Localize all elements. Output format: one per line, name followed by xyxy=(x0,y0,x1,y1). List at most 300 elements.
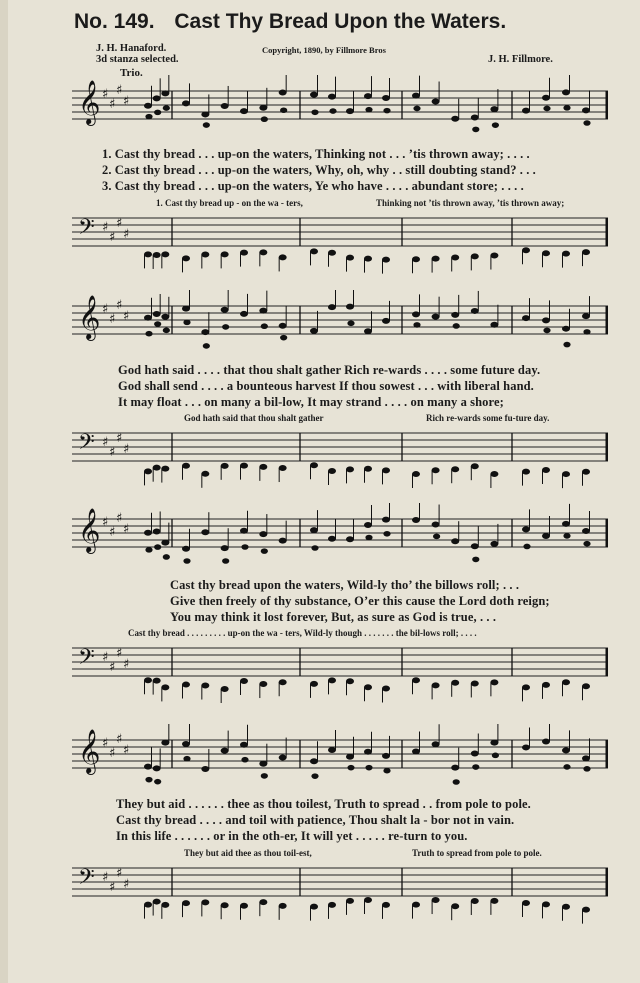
sharp-icon: ♯ xyxy=(123,743,130,758)
note-head xyxy=(259,308,267,314)
note-head xyxy=(453,323,460,329)
note-head xyxy=(383,768,390,774)
note-head xyxy=(522,900,530,906)
note-head xyxy=(279,538,287,544)
note-head xyxy=(451,765,459,771)
note-head xyxy=(259,681,267,687)
note-head xyxy=(490,898,498,904)
note-head xyxy=(201,529,209,535)
note-head xyxy=(542,250,550,256)
note-head xyxy=(328,468,336,474)
sharp-icon: ♯ xyxy=(123,227,130,242)
note-head xyxy=(310,462,318,468)
note-head xyxy=(412,311,420,317)
note-head xyxy=(259,249,267,255)
sharp-icon: ♯ xyxy=(102,87,109,102)
note-head xyxy=(412,517,420,523)
note-head xyxy=(542,739,550,745)
note-head xyxy=(221,103,229,109)
note-head xyxy=(490,322,498,328)
note-head xyxy=(412,471,420,477)
note-head xyxy=(471,463,479,469)
sharp-icon: ♯ xyxy=(109,880,116,895)
note-head xyxy=(240,250,248,256)
note-head xyxy=(347,320,354,326)
verse-3-line-3: You may think it lost forever, But, as sure as God is true, . . . xyxy=(170,610,497,624)
note-head xyxy=(310,328,318,334)
note-head xyxy=(154,544,161,550)
note-head xyxy=(522,744,530,750)
note-head xyxy=(154,110,161,116)
note-head xyxy=(451,312,459,318)
note-head xyxy=(471,543,479,549)
note-head xyxy=(203,122,210,128)
note-head xyxy=(562,251,570,257)
note-head xyxy=(201,683,209,689)
treble-staff-2 xyxy=(72,290,608,362)
note-head xyxy=(451,903,459,909)
note-head xyxy=(310,681,318,687)
note-head xyxy=(279,755,287,761)
verse-3-line-1: Cast thy bread upon the waters, Wild-ly tho’ the billows roll; . . . xyxy=(170,578,520,592)
note-head xyxy=(542,317,550,323)
note-head xyxy=(346,536,354,542)
note-head xyxy=(259,899,267,905)
note-head xyxy=(153,252,161,258)
note-head xyxy=(145,547,152,553)
note-head xyxy=(582,249,590,255)
note-head xyxy=(153,765,161,771)
note-head xyxy=(241,544,248,550)
note-head xyxy=(328,747,336,753)
verse-2-line-1: God hath said . . . . that thou shalt gather Rich re-wards . . . . some future day. xyxy=(118,363,541,377)
note-head xyxy=(154,321,161,327)
note-head xyxy=(471,308,479,314)
composer-credit: J. H. Fillmore. xyxy=(488,54,553,65)
note-head xyxy=(583,120,590,126)
note-head xyxy=(154,779,161,785)
note-head xyxy=(490,253,498,259)
note-head xyxy=(543,106,550,112)
note-head xyxy=(471,750,479,756)
note-head xyxy=(203,343,210,349)
note-head xyxy=(364,897,372,903)
note-head xyxy=(145,777,152,783)
note-head xyxy=(280,107,287,113)
note-head xyxy=(492,122,499,128)
bass-lyric-4a: They but aid thee as thou toil-est, xyxy=(184,848,312,858)
note-head xyxy=(492,753,499,759)
note-head xyxy=(201,766,209,772)
note-head xyxy=(542,467,550,473)
note-head xyxy=(364,466,372,472)
note-head xyxy=(310,758,318,764)
note-head xyxy=(201,111,209,117)
note-head xyxy=(471,253,479,259)
note-head xyxy=(261,323,268,329)
note-head xyxy=(582,107,590,113)
sharp-icon: ♯ xyxy=(116,732,123,747)
note-head xyxy=(522,315,530,321)
note-head xyxy=(201,899,209,905)
note-head xyxy=(382,686,390,692)
note-head xyxy=(383,531,390,537)
sharp-icon: ♯ xyxy=(102,515,109,530)
sharp-icon: ♯ xyxy=(116,866,123,881)
treble-clef-icon: 𝄞 xyxy=(78,295,101,339)
note-head xyxy=(451,466,459,472)
author-credit: J. H. Hanaford. xyxy=(96,43,167,54)
note-head xyxy=(328,536,336,542)
note-head xyxy=(364,256,372,262)
note-head xyxy=(472,557,479,563)
note-head xyxy=(563,764,570,770)
section-label: Trio. xyxy=(120,67,143,79)
note-head xyxy=(221,307,229,313)
sharp-icon: ♯ xyxy=(116,511,123,526)
note-head xyxy=(472,764,479,770)
note-head xyxy=(328,902,336,908)
note-head xyxy=(161,902,169,908)
note-head xyxy=(365,765,372,771)
sharp-icon: ♯ xyxy=(116,83,123,98)
bass-staff-1 xyxy=(72,208,608,274)
note-head xyxy=(280,335,287,341)
note-head xyxy=(163,554,170,560)
note-head xyxy=(182,546,190,552)
note-head xyxy=(523,544,530,550)
note-head xyxy=(182,306,190,312)
note-head xyxy=(153,311,161,317)
note-head xyxy=(310,92,318,98)
note-head xyxy=(153,678,161,684)
note-head xyxy=(259,105,267,111)
note-head xyxy=(583,766,590,772)
note-head xyxy=(261,548,268,554)
note-head xyxy=(329,108,336,114)
note-head xyxy=(364,93,372,99)
note-head xyxy=(145,331,152,337)
sharp-icon: ♯ xyxy=(123,94,130,109)
note-head xyxy=(144,468,152,474)
note-head xyxy=(412,93,420,99)
note-head xyxy=(451,680,459,686)
note-head xyxy=(542,682,550,688)
note-head xyxy=(183,558,190,564)
sharp-icon: ♯ xyxy=(109,445,116,460)
bass-staff-3 xyxy=(72,638,608,704)
sharp-icon: ♯ xyxy=(123,442,130,457)
note-head xyxy=(432,314,440,320)
note-head xyxy=(453,779,460,785)
sharp-icon: ♯ xyxy=(123,877,130,892)
note-head xyxy=(542,95,550,101)
note-head xyxy=(183,320,190,326)
note-head xyxy=(153,899,161,905)
treble-clef-icon: 𝄞 xyxy=(78,508,101,552)
note-head xyxy=(562,904,570,910)
sharp-icon: ♯ xyxy=(102,870,109,885)
note-head xyxy=(543,328,550,334)
sharp-icon: ♯ xyxy=(109,660,116,675)
bass-clef-icon: 𝄢 xyxy=(78,215,95,245)
note-head xyxy=(161,684,169,690)
note-head xyxy=(310,248,318,254)
note-head xyxy=(413,106,420,112)
note-head xyxy=(346,754,354,760)
bass-clef-icon: 𝄢 xyxy=(78,430,95,460)
note-head xyxy=(182,255,190,261)
note-head xyxy=(432,682,440,688)
sharp-icon: ♯ xyxy=(102,736,109,751)
bass-lyric-2a: God hath said that thou shalt gather xyxy=(184,413,324,423)
sharp-icon: ♯ xyxy=(123,522,130,537)
bass-clef-icon: 𝄢 xyxy=(78,645,95,675)
note-head xyxy=(328,304,336,310)
note-head xyxy=(432,256,440,262)
note-head xyxy=(563,533,570,539)
note-head xyxy=(221,902,229,908)
bass-lyric-4b: Truth to spread from pole to pole. xyxy=(412,848,542,858)
note-head xyxy=(144,103,152,109)
note-head xyxy=(221,463,229,469)
note-head xyxy=(522,108,530,114)
sharp-icon: ♯ xyxy=(116,431,123,446)
bass-lyric-2b: Rich re-wards some fu-ture day. xyxy=(426,413,550,423)
sharp-icon: ♯ xyxy=(109,97,116,112)
bass-lyric-1a: 1. Cast thy bread up - on the wa - ters, xyxy=(156,198,303,208)
note-head xyxy=(310,527,318,533)
note-head xyxy=(144,764,152,770)
sharp-icon: ♯ xyxy=(109,230,116,245)
note-head xyxy=(153,95,161,101)
sharp-icon: ♯ xyxy=(123,309,130,324)
note-head xyxy=(562,326,570,332)
sharp-icon: ♯ xyxy=(102,302,109,317)
note-head xyxy=(328,250,336,256)
note-head xyxy=(490,740,498,746)
note-head xyxy=(432,467,440,473)
treble-clef-icon: 𝄞 xyxy=(78,80,101,124)
bass-clef-icon: 𝄢 xyxy=(78,865,95,895)
treble-staff-3 xyxy=(72,503,608,575)
note-head xyxy=(471,898,479,904)
treble-staff-1 xyxy=(72,75,608,147)
note-head xyxy=(279,465,287,471)
note-head xyxy=(240,678,248,684)
note-head xyxy=(433,534,440,540)
note-head xyxy=(382,467,390,473)
verse-1-line-1: 1. Cast thy bread . . . up-on the waters, Thinking not . . . ’tis thrown away; . . . . xyxy=(102,147,530,161)
note-head xyxy=(279,679,287,685)
note-head xyxy=(311,773,318,779)
note-head xyxy=(364,684,372,690)
note-head xyxy=(279,323,287,329)
note-head xyxy=(582,313,590,319)
note-head xyxy=(240,463,248,469)
verse-2-line-3: It may float . . . on many a bil-low, It may strand . . . . on many a shore; xyxy=(118,395,504,409)
note-head xyxy=(583,541,590,547)
sharp-icon: ♯ xyxy=(109,312,116,327)
note-head xyxy=(328,94,336,100)
note-head xyxy=(240,903,248,909)
note-head xyxy=(182,900,190,906)
note-head xyxy=(522,684,530,690)
note-head xyxy=(311,545,318,551)
note-head xyxy=(222,324,229,330)
note-head xyxy=(144,530,152,536)
note-head xyxy=(365,107,372,113)
page-edge xyxy=(0,0,8,983)
note-head xyxy=(144,677,152,683)
note-head xyxy=(182,463,190,469)
note-head xyxy=(542,901,550,907)
sharp-icon: ♯ xyxy=(109,525,116,540)
note-head xyxy=(161,90,169,96)
note-head xyxy=(583,329,590,335)
sharp-icon: ♯ xyxy=(123,657,130,672)
note-head xyxy=(144,251,152,257)
note-head xyxy=(412,256,420,262)
note-head xyxy=(221,748,229,754)
note-head xyxy=(182,682,190,688)
note-head xyxy=(522,526,530,532)
note-head xyxy=(201,471,209,477)
note-head xyxy=(432,741,440,747)
note-head xyxy=(310,904,318,910)
sharp-icon: ♯ xyxy=(116,216,123,231)
note-head xyxy=(240,528,248,534)
note-head xyxy=(328,677,336,683)
note-head xyxy=(201,252,209,258)
note-head xyxy=(261,773,268,779)
note-head xyxy=(522,469,530,475)
note-head xyxy=(451,254,459,260)
verse-3-line-2: Give then freely of thy substance, O’er this cause the Lord doth reign; xyxy=(170,594,550,608)
note-head xyxy=(562,747,570,753)
note-head xyxy=(161,251,169,257)
note-head xyxy=(412,749,420,755)
note-head xyxy=(563,342,570,348)
note-head xyxy=(562,89,570,95)
note-head xyxy=(432,99,440,105)
note-head xyxy=(221,545,229,551)
sharp-icon: ♯ xyxy=(116,646,123,661)
note-head xyxy=(183,756,190,762)
note-head xyxy=(582,683,590,689)
note-head xyxy=(347,765,354,771)
note-head xyxy=(346,898,354,904)
note-head xyxy=(161,540,169,546)
sharp-icon: ♯ xyxy=(102,435,109,450)
note-head xyxy=(432,897,440,903)
verse-1-line-2: 2. Cast thy bread . . . up-on the waters, Why, oh, why . . still doubting stand? . . . xyxy=(102,163,536,177)
note-head xyxy=(153,465,161,471)
note-head xyxy=(153,528,161,534)
note-head xyxy=(240,108,248,114)
note-head xyxy=(490,106,498,112)
note-head xyxy=(582,528,590,534)
note-head xyxy=(382,902,390,908)
note-head xyxy=(161,740,169,746)
note-head xyxy=(161,466,169,472)
note-head xyxy=(279,903,287,909)
note-head xyxy=(471,680,479,686)
note-head xyxy=(383,108,390,114)
verse-1-line-3: 3. Cast thy bread . . . up-on the waters, Ye who have . . . . abundant store; . . . . xyxy=(102,179,524,193)
treble-clef-icon: 𝄞 xyxy=(78,729,101,773)
note-head xyxy=(144,315,152,321)
note-head xyxy=(311,109,318,115)
note-head xyxy=(346,304,354,310)
note-head xyxy=(490,541,498,547)
treble-staff-4 xyxy=(72,724,608,796)
note-head xyxy=(562,521,570,527)
note-head xyxy=(279,90,287,96)
bass-staff-2 xyxy=(72,423,608,489)
note-head xyxy=(221,686,229,692)
note-head xyxy=(346,678,354,684)
note-head xyxy=(364,522,372,528)
note-head xyxy=(364,328,372,334)
note-head xyxy=(382,95,390,101)
bass-lyric-3: Cast thy bread . . . . . . . . . up-on the wa - ters, Wild-ly though . . . . . . . the bil-lows roll; . . . . xyxy=(128,628,477,638)
note-head xyxy=(221,251,229,257)
note-head xyxy=(222,558,229,564)
note-head xyxy=(259,761,267,767)
note-head xyxy=(163,328,170,334)
note-head xyxy=(279,254,287,260)
note-head xyxy=(346,466,354,472)
note-head xyxy=(240,311,248,317)
note-head xyxy=(241,757,248,763)
copyright-notice: Copyright, 1890, by Fillmore Bros xyxy=(262,45,386,55)
note-head xyxy=(364,749,372,755)
note-head xyxy=(346,108,354,114)
sharp-icon: ♯ xyxy=(116,298,123,313)
note-head xyxy=(522,247,530,253)
note-head xyxy=(382,517,390,523)
verse-4-line-3: In this life . . . . . . or in the oth-er, It will yet . . . . . re-turn to you. xyxy=(116,829,468,843)
note-head xyxy=(240,742,248,748)
bass-staff-4 xyxy=(72,858,608,924)
note-head xyxy=(182,741,190,747)
verse-4-line-2: Cast thy bread . . . . and toil with patience, Thou shalt la - bor not in vain. xyxy=(116,813,515,827)
note-head xyxy=(182,100,190,106)
note-head xyxy=(490,679,498,685)
note-head xyxy=(490,471,498,477)
note-head xyxy=(382,318,390,324)
note-head xyxy=(365,535,372,541)
note-head xyxy=(413,322,420,328)
note-head xyxy=(451,116,459,122)
note-head xyxy=(259,531,267,537)
note-head xyxy=(145,114,152,120)
note-head xyxy=(201,329,209,335)
sharp-icon: ♯ xyxy=(109,746,116,761)
hymn-header xyxy=(74,10,506,34)
sharp-icon: ♯ xyxy=(102,220,109,235)
hymn-number: No. 149. xyxy=(74,10,155,33)
note-head xyxy=(346,255,354,261)
hymn-title: Cast Thy Bread Upon the Waters. xyxy=(174,10,507,33)
note-head xyxy=(582,755,590,761)
sharp-icon: ♯ xyxy=(102,650,109,665)
note-head xyxy=(472,127,479,133)
note-head xyxy=(562,471,570,477)
note-head xyxy=(382,753,390,759)
note-head xyxy=(563,105,570,111)
